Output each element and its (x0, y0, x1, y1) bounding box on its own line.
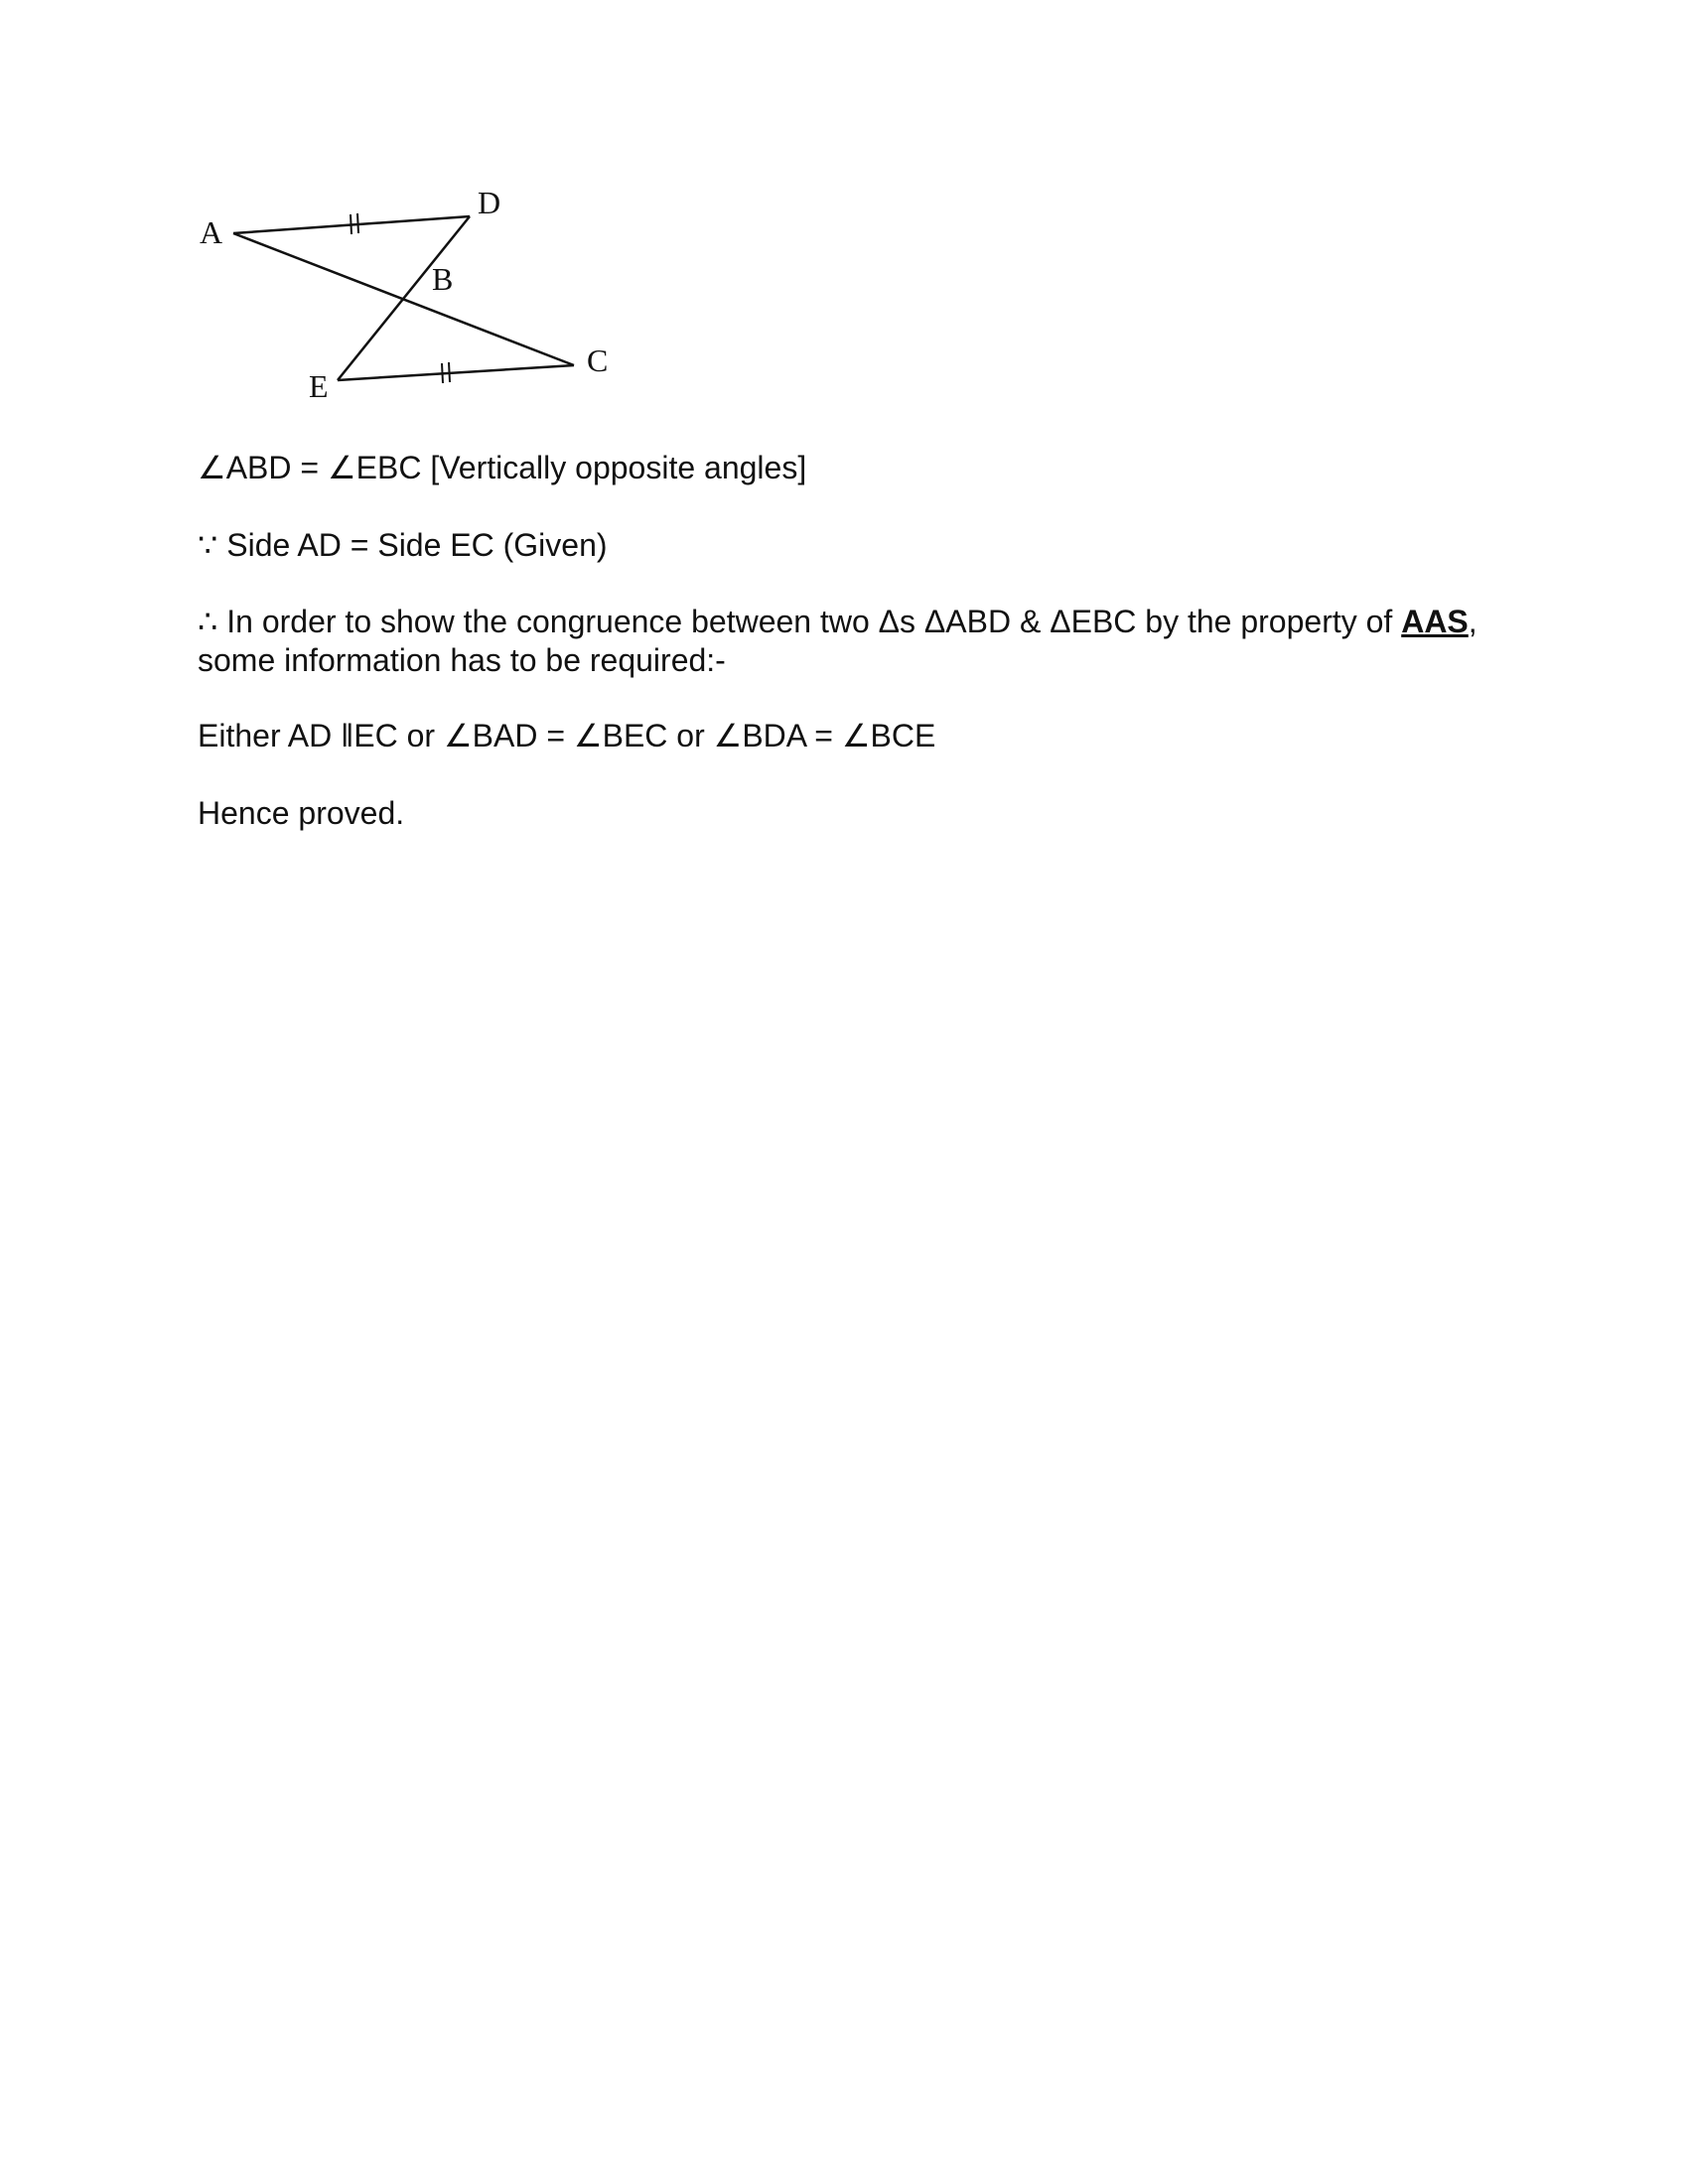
point-label-d: D (478, 189, 501, 220)
point-label-c: C (587, 342, 609, 378)
statement-conclusion: Hence proved. (198, 795, 405, 831)
statement-conditions: Either AD ǁEC or ∠BAD = ∠BEC or ∠BDA = ∠BCE (198, 718, 936, 753)
tick-mark-ec-1 (442, 363, 443, 383)
segment-ec (338, 365, 574, 380)
statement-vertical-angles: ∠ABD = ∠EBC [Vertically opposite angles] (198, 450, 807, 485)
point-label-b: B (432, 261, 454, 297)
segment-de (338, 216, 470, 380)
statement-aas-text-end: , some information has to be required:- (198, 604, 1477, 678)
tick-mark-ec-2 (449, 362, 450, 382)
tick-mark-ad-2 (357, 213, 358, 233)
tick-mark-ad-1 (351, 214, 352, 234)
geometry-figure (194, 189, 631, 417)
statement-aas-requirement (198, 603, 1488, 680)
point-label-e: E (309, 368, 329, 404)
statement-given-sides: ∵ Side AD = Side EC (Given) (198, 527, 608, 563)
point-label-a: A (200, 214, 223, 250)
aas-emphasis: AAS (1401, 604, 1469, 639)
triangles-diagram (194, 189, 631, 417)
statement-aas-text-start: ∴ In order to show the congruence between two Δs ΔABD & ΔEBC by the property of (198, 604, 1402, 639)
